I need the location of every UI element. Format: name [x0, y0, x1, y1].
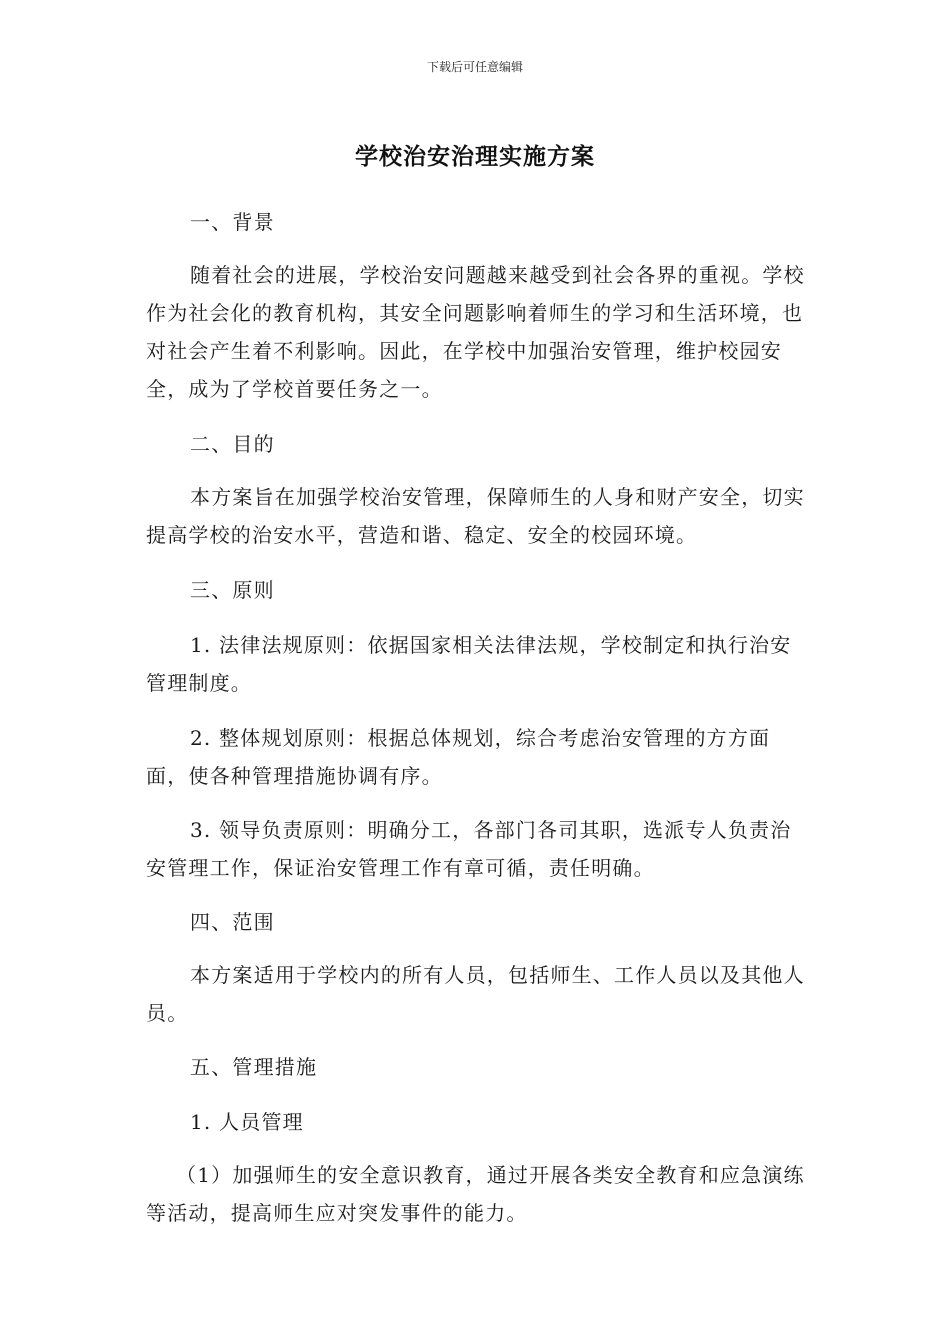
- section-heading-measures: 五、管理措施: [190, 1055, 318, 1079]
- measures-subheading-personnel: 1. 人员管理: [190, 1110, 304, 1134]
- section-heading-background: 一、背景: [190, 210, 275, 234]
- header-note: 下载后可任意编辑: [426, 60, 523, 74]
- principle-item-3: 3. 领导负责原则：明确分工，各部门各司其职，选派专人负责治安管理工作，保证治安管理工作有章可循，责任明确。: [146, 818, 792, 880]
- principle-item-1: 1. 法律法规原则：依据国家相关法律法规，学校制定和执行治安管理制度。: [146, 633, 792, 695]
- section-heading-principles: 三、原则: [190, 578, 275, 602]
- scope-paragraph: 本方案适用于学校内的所有人员，包括师生、工作人员以及其他人员。: [146, 963, 805, 1025]
- section-heading-scope: 四、范围: [190, 910, 275, 934]
- section-heading-purpose: 二、目的: [190, 432, 275, 456]
- measures-item-1: （1）加强师生的安全意识教育，通过开展各类安全教育和应急演练等活动，提高师生应对突发事件的能力。: [146, 1163, 805, 1225]
- principle-item-2: 2. 整体规划原则：根据总体规划，综合考虑治安管理的方方面面，使各种管理措施协调有序。: [146, 726, 771, 788]
- purpose-paragraph: 本方案旨在加强学校治安管理，保障师生的人身和财产安全，切实提高学校的治安水平，营造和谐、稳定、安全的校园环境。: [146, 485, 805, 547]
- document-title: 学校治安治理实施方案: [355, 144, 595, 170]
- background-paragraph: 随着社会的进展，学校治安问题越来越受到社会各界的重视。学校作为社会化的教育机构，其安全问题影响着师生的学习和生活环境，也对社会产生着不利影响。因此，在学校中加强治安管理，维护校园安全，成为了学校首要任务之一。: [146, 263, 805, 401]
